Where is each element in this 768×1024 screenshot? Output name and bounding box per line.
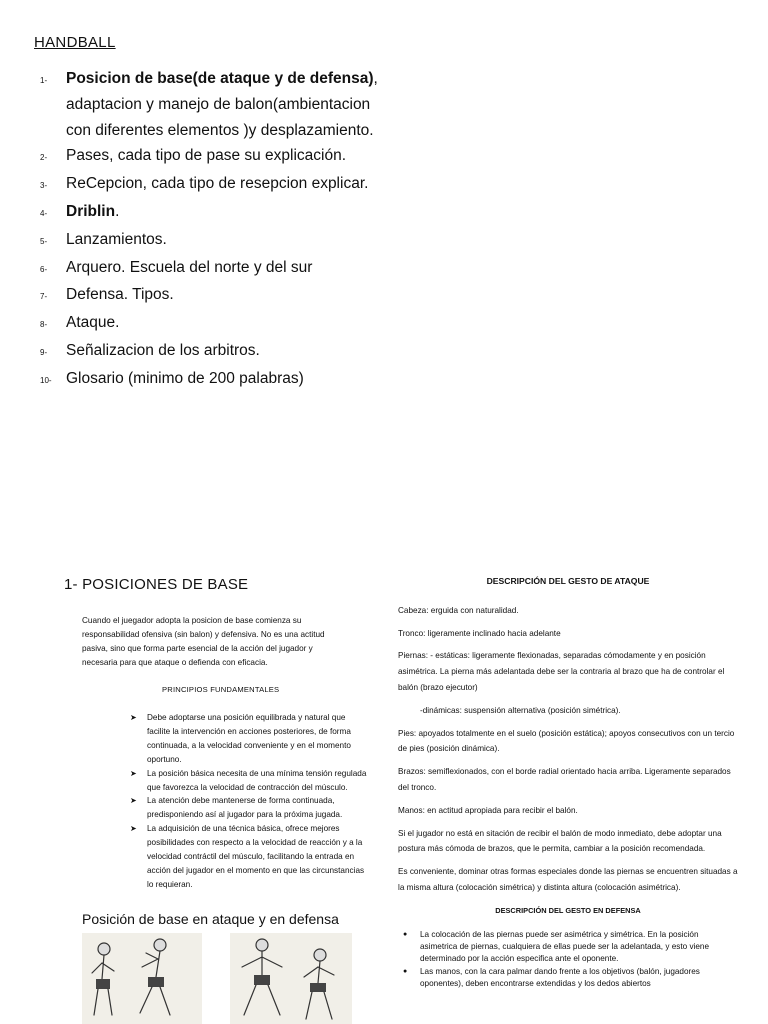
topic-rest-text: Arquero. Escuela del norte y del sur — [66, 258, 313, 276]
document-title: HANDBALL — [34, 34, 116, 51]
topic-rest-text: Defensa. Tipos. — [66, 286, 174, 304]
section-intro: Cuando el juegador adopta la posicion de base comienza su responsabilidad ofensiva (sin balon) y defensiva. No es una actitud pasiva, sino que forma parte esencial de la acción del jugador y necesaria para que ataque o defienda con eficacia. — [82, 616, 325, 667]
topic-rest-text: . — [115, 202, 120, 220]
topic-rest-text: Glosario (minimo de 200 palabras) — [66, 369, 304, 387]
principle-text: La posición básica necesita de una mínima tensión regulada que favorezca la velocidad de contracción del músculo. — [147, 768, 367, 792]
description-paragraph: Pies: apoyados totalmente en el suelo (posición estática); apoyos consecutivos con un tercio de pies (posición dinámica). — [398, 728, 735, 754]
topic-text — [66, 366, 380, 392]
attack-paragraphs — [398, 603, 738, 896]
principle-text: Debe adoptarse una posición equilibrada y natural que facilite la intervención en acciones posteriores, de forma continuada, a la velocidad conveniente y en el momento oportuno. — [147, 713, 351, 764]
description-paragraph: Tronco: ligeramente inclinado hacia adelante — [398, 628, 561, 638]
defense-text: Las manos, con la cara palmar dando frente a los objetivos (balón, jugadores oponentes), deben encontrarse extendidas y los dedos abiertos — [420, 967, 700, 989]
photo-caption: Posición de base en ataque y en defensa — [82, 911, 339, 927]
topic-rest-text: Pases, cada tipo de pase su explicación. — [66, 147, 347, 165]
topic-number: 3- — [40, 181, 48, 191]
section-heading: 1- POSICIONES DE BASE — [64, 576, 249, 593]
topic-number: 1- — [40, 76, 48, 85]
principle-item — [130, 711, 370, 767]
principles-heading: PRINCIPIOS FUNDAMENTALES — [162, 685, 280, 694]
defense-text: La colocación de las piernas puede ser asimétrica y simétrica. En la posición asimetrica de piernas, cualquiera de ellas puede ser la adelantada, y esto viene determinado por la acción especifica ante el oponente. — [420, 929, 710, 963]
arrow-bullet-icon: ➤ — [130, 713, 137, 722]
topic-item — [40, 171, 380, 199]
attack-defense-description — [398, 574, 738, 992]
topic-rest-text: ReCepcion, cada tipo de resepcion explicar. — [66, 175, 369, 193]
topic-item — [40, 282, 380, 310]
topic-text — [66, 338, 380, 364]
topic-number: 7- — [40, 292, 48, 302]
topic-text — [66, 66, 380, 143]
topic-number: 8- — [40, 320, 48, 330]
principles-list — [130, 711, 370, 892]
description-paragraph: Cabeza: erguida con naturalidad. — [398, 605, 519, 615]
defense-item — [403, 966, 738, 990]
topic-item — [40, 366, 380, 394]
topic-text — [66, 227, 380, 253]
arrow-bullet-icon: ➤ — [130, 796, 137, 806]
base-position-illustration — [82, 933, 352, 1024]
topic-rest-text: , adaptacion y manejo de balon(ambientacion con diferentes elementos )y desplazamiento. — [66, 70, 378, 139]
topic-text — [66, 255, 380, 281]
topic-number: 4- — [40, 208, 48, 218]
defense-item — [403, 929, 738, 966]
topic-text — [66, 282, 380, 308]
topic-rest-text: Ataque. — [66, 314, 120, 332]
topic-number: 2- — [40, 153, 48, 163]
topic-bold-text: Driblin — [66, 202, 116, 220]
description-paragraph: Brazos: semiflexionados, con el borde radial orientado hacia arriba. Ligeramente separados del tronco. — [398, 767, 731, 792]
topic-item — [40, 310, 380, 338]
topic-rest-text: Señalizacion de los arbitros. — [66, 341, 260, 359]
topic-text — [66, 199, 380, 225]
topic-number: 10- — [40, 375, 52, 385]
description-paragraph: Si el jugador no está en sitación de recibir el balón de modo inmediato, debe adoptar una postura más cómoda de brazos, que le permita, cambiar a la posición recomendada. — [398, 828, 722, 854]
dot-bullet-icon: ● — [403, 968, 408, 976]
attack-heading: DESCRIPCIÓN DEL GESTO DE ATAQUE — [486, 576, 650, 586]
description-paragraph: Manos: en actitud apropiada para recibir el balón. — [398, 805, 578, 815]
arrow-bullet-icon: ➤ — [130, 824, 137, 834]
topic-bold-text: Posicion de base(de ataque y de defensa) — [66, 70, 374, 87]
defense-list — [398, 929, 738, 991]
principle-text: La atención debe mantenerse de forma continuada, predisponiendo así al jugador para la próxima jugada. — [147, 796, 343, 820]
topic-number: 5- — [40, 236, 48, 246]
topic-item — [40, 227, 380, 255]
principle-item — [130, 767, 370, 795]
defense-heading: DESCRIPCIÓN DEL GESTO EN DEFENSA — [495, 905, 641, 915]
topic-text — [66, 310, 380, 336]
topic-item — [40, 338, 380, 366]
topic-text — [66, 143, 380, 169]
arrow-bullet-icon: ➤ — [130, 768, 137, 778]
topic-item — [40, 143, 380, 171]
topic-item — [40, 255, 380, 283]
topic-list — [40, 66, 380, 394]
topic-number: 9- — [40, 347, 48, 357]
principle-item — [130, 794, 370, 822]
dot-bullet-icon: ● — [403, 930, 408, 938]
description-paragraph: -dinámicas: suspensión alternativa (posición simétrica). — [420, 705, 621, 715]
description-paragraph: Es conveniente, dominar otras formas especiales donde las piernas se encuentren situadas a la misma altura (colocación simétrica) y distinta altura (colocación asimétrica). — [398, 867, 738, 892]
description-paragraph: Piernas: - estáticas: ligeramente flexionadas, separadas cómodamente y en posición asimétrica. La pierna más adelantada debe ser la contraria al brazo que ha de controlar el balón (brazo ejecutor) — [398, 651, 725, 692]
topic-rest-text: Lanzamientos. — [66, 230, 167, 248]
topic-item — [40, 199, 380, 227]
topic-text — [66, 171, 380, 197]
principle-item — [130, 822, 370, 892]
topic-number: 6- — [40, 264, 48, 274]
principle-text: La adquisición de una técnica básica, ofrece mejores posibilidades con respecto a la velocidad de reacción y a la velocidad contráctil del músculo, facilitando la entrada en acción del jugador en el momento en que las circunstancias lo requieran. — [147, 824, 365, 889]
topic-item — [40, 66, 380, 143]
